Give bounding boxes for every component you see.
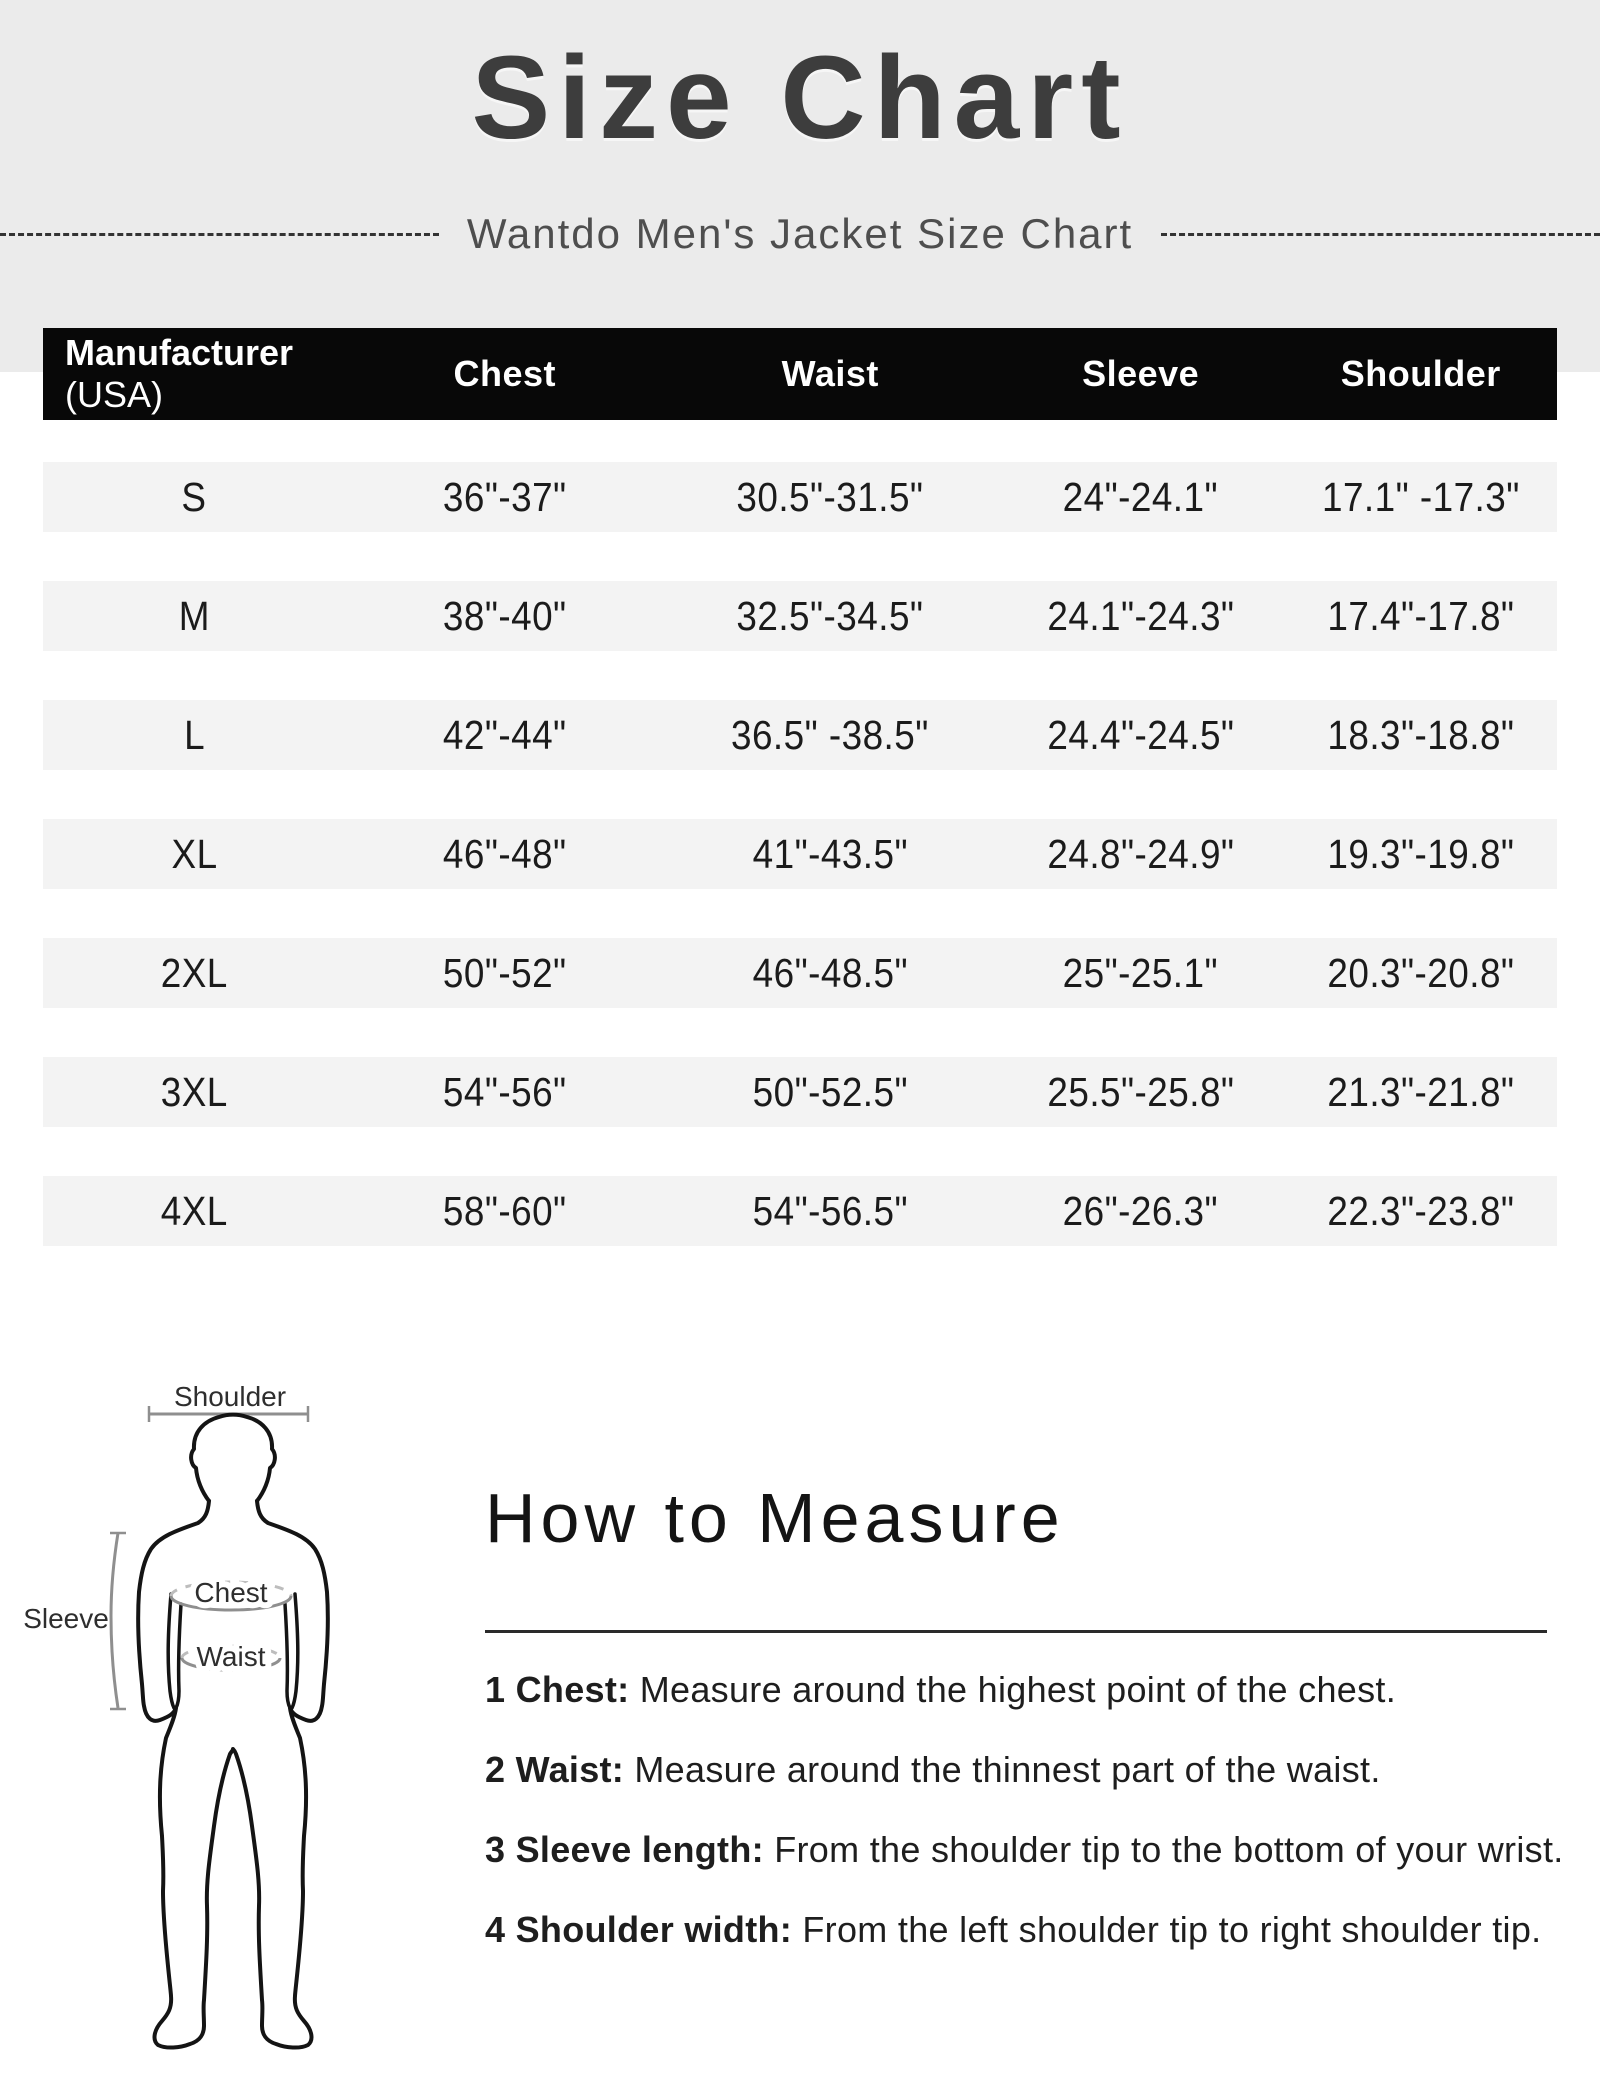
sleeve-cell: 25"-25.1" (1062, 949, 1219, 996)
chest-cell: 46"-48" (442, 830, 567, 877)
waist-cell: 50"-52.5" (752, 1068, 908, 1115)
how-to-measure-heading: How to Measure (485, 1479, 1065, 1557)
size-cell: S (181, 473, 207, 520)
chest-cell: 38"-40" (442, 592, 567, 639)
chest-cell: 50"-52" (442, 949, 567, 996)
table-row (43, 462, 1557, 532)
table-row (43, 1176, 1557, 1246)
waist-diagram-label: Waist (196, 1641, 266, 1672)
instruction-chest: 1 Chest: Measure around the highest point of the chest. (485, 1669, 1397, 1710)
shoulder-cell: 17.1" -17.3" (1321, 473, 1520, 520)
shoulder-cell: 17.4"-17.8" (1327, 592, 1515, 639)
waist-cell: 32.5"-34.5" (736, 592, 924, 639)
shoulder-diagram-label: Shoulder (173, 1381, 287, 1412)
size-cell: 2XL (160, 949, 228, 996)
subtitle-row (0, 202, 1600, 266)
table-row (43, 700, 1557, 770)
column-header-chest: Chest (453, 353, 557, 394)
chest-diagram-label: Chest (194, 1577, 268, 1608)
figure-head (191, 1415, 275, 1501)
sleeve-cell: 24.4"-24.5" (1047, 711, 1235, 758)
size-cell: 4XL (160, 1187, 228, 1234)
table-row (43, 581, 1557, 651)
body-outline-figure (18, 1346, 410, 2062)
size-cell: 3XL (160, 1068, 228, 1115)
chest-cell: 42"-44" (442, 711, 567, 758)
column-header-shoulder: Shoulder (1340, 353, 1501, 394)
sleeve-measure-line (110, 1533, 126, 1709)
shoulder-cell: 19.3"-19.8" (1327, 830, 1515, 877)
sleeve-cell: 24.8"-24.9" (1047, 830, 1235, 877)
sleeve-diagram-label: Sleeve (23, 1603, 109, 1634)
measure-instructions-list (485, 1665, 1585, 1955)
size-cell: L (183, 711, 205, 758)
waist-cell: 36.5" -38.5" (731, 711, 930, 758)
shoulder-cell: 20.3"-20.8" (1327, 949, 1515, 996)
size-cell: XL (171, 830, 218, 877)
waist-cell: 41"-43.5" (752, 830, 908, 877)
section-divider (485, 1630, 1547, 1633)
chest-cell: 54"-56" (442, 1068, 567, 1115)
table-row (43, 1057, 1557, 1127)
page-title: Size Chart (471, 32, 1129, 164)
subtitle-dash-right (1161, 233, 1600, 236)
column-header-manufacturer: Manufacturer (USA) (65, 332, 294, 415)
subtitle-dash-left (0, 233, 439, 236)
waist-cell: 30.5"-31.5" (736, 473, 924, 520)
size-table-body (43, 462, 1557, 1295)
instruction-shoulder-width: 4 Shoulder width: From the left shoulder tip to right shoulder tip. (485, 1909, 1542, 1950)
page-subtitle: Wantdo Men's Jacket Size Chart (466, 210, 1134, 257)
sleeve-cell: 25.5"-25.8" (1047, 1068, 1235, 1115)
instruction-sleeve-length: 3 Sleeve length: From the shoulder tip to the bottom of your wrist. (485, 1829, 1564, 1870)
column-header-waist: Waist (781, 353, 879, 394)
sleeve-cell: 24.1"-24.3" (1047, 592, 1235, 639)
shoulder-cell: 22.3"-23.8" (1327, 1187, 1515, 1234)
shoulder-cell: 21.3"-21.8" (1327, 1068, 1515, 1115)
size-cell: M (178, 592, 210, 639)
size-table-header (43, 328, 1557, 420)
shoulder-cell: 18.3"-18.8" (1327, 711, 1515, 758)
waist-cell: 46"-48.5" (752, 949, 908, 996)
column-header-sleeve: Sleeve (1082, 353, 1200, 394)
instruction-waist: 2 Waist: Measure around the thinnest part of the waist. (485, 1749, 1381, 1790)
how-to-measure-section (485, 1478, 1585, 1955)
sleeve-cell: 24"-24.1" (1062, 473, 1219, 520)
waist-cell: 54"-56.5" (752, 1187, 908, 1234)
table-row (43, 938, 1557, 1008)
sleeve-cell: 26"-26.3" (1062, 1187, 1219, 1234)
body-measurement-diagram (18, 1346, 410, 2062)
chest-cell: 58"-60" (442, 1187, 567, 1234)
chest-cell: 36"-37" (442, 473, 567, 520)
table-row (43, 819, 1557, 889)
